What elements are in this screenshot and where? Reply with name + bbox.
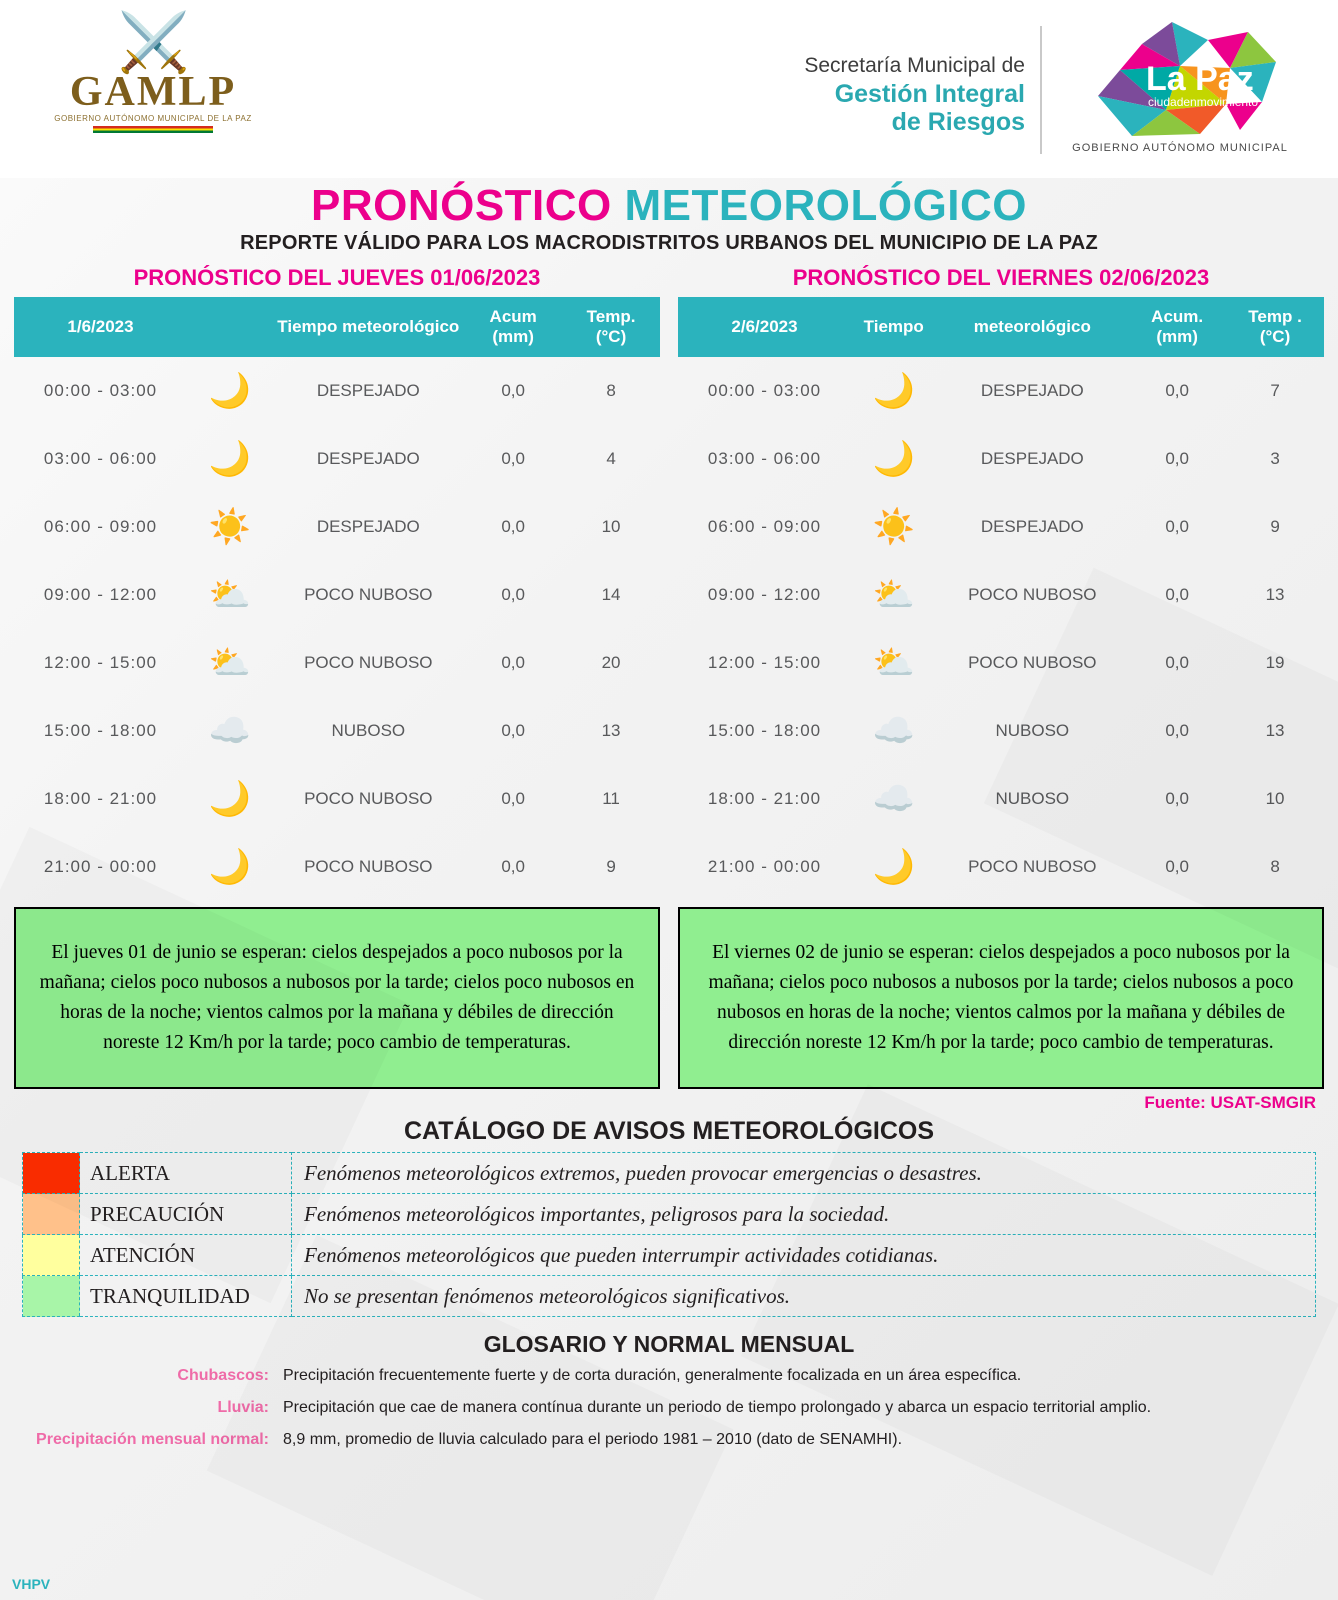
cell-time (14, 561, 187, 629)
time-end: 09:00 (109, 517, 158, 536)
time-end: 06:00 (109, 449, 158, 468)
cell-description: NUBOSO (995, 721, 1070, 740)
time-end: 15:00 (109, 653, 158, 672)
table-row (678, 833, 1324, 901)
page-header (0, 0, 1338, 178)
cell-acum: 0,0 (1165, 517, 1189, 536)
time-start: 18:00 (43, 789, 92, 808)
time-end: 18:00 (773, 721, 822, 740)
header-temp (562, 297, 660, 357)
gamlp-subtitle: GOBIERNO AUTÓNOMO MUNICIPAL DE LA PAZ (54, 114, 252, 123)
cell-temp: 13 (1265, 721, 1285, 740)
table-row (14, 765, 660, 833)
cell-temp: 3 (1270, 449, 1280, 468)
header-acum (1128, 297, 1226, 357)
time-start: 00:00 (707, 381, 756, 400)
time-sep: - (761, 653, 768, 672)
time-sep: - (97, 381, 104, 400)
moon-cloud-icon: 🌙 (208, 848, 251, 886)
table-row (678, 561, 1324, 629)
moon-clear-icon: 🌙 (872, 372, 915, 410)
time-sep: - (97, 517, 104, 536)
catalog-table (22, 1152, 1316, 1317)
cell-temp: 8 (1270, 857, 1280, 876)
sun-cloud-icon: ⛅ (208, 576, 251, 614)
moon-cloud-icon: 🌙 (208, 780, 251, 818)
secretaria-line2: Gestión Integral (834, 80, 1025, 108)
header-temp-unit: (°C) (595, 327, 627, 346)
cell-description: POCO NUBOSO (968, 857, 1097, 876)
cell-temp: 13 (1265, 585, 1285, 604)
time-start: 18:00 (707, 789, 756, 808)
page-subtitle: REPORTE VÁLIDO PARA LOS MACRODISTRITOS URBANOS DEL MUNICIPIO DE LA PAZ (240, 232, 1098, 254)
cell-time (678, 493, 851, 561)
cell-acum: 0,0 (1165, 653, 1189, 672)
forecast-day-friday (678, 265, 1324, 901)
glossary-term: Chubascos: (177, 1367, 269, 1384)
svg-text:La Paz: La Paz (1146, 60, 1254, 98)
table-row (678, 425, 1324, 493)
lapaz-government-label: GOBIERNO AUTÓNOMO MUNICIPAL (1072, 142, 1288, 154)
time-sep: - (97, 653, 104, 672)
table-row (14, 697, 660, 765)
header-acum-label: Acum (489, 307, 537, 326)
cell-description: POCO NUBOSO (968, 653, 1097, 672)
time-start: 12:00 (43, 653, 92, 672)
cell-acum: 0,0 (1165, 857, 1189, 876)
cell-temp: 20 (601, 653, 621, 672)
header-weather-a: Tiempo (851, 297, 936, 357)
table-row (14, 833, 660, 901)
cell-description: POCO NUBOSO (968, 585, 1097, 604)
cell-temp: 10 (601, 517, 621, 536)
moon-clear-icon: 🌙 (208, 440, 251, 478)
table-row (678, 357, 1324, 425)
time-end: 15:00 (773, 653, 822, 672)
header-acum-unit: (mm) (1156, 327, 1198, 346)
status-badge (23, 1276, 80, 1317)
time-start: 00:00 (43, 381, 92, 400)
gamlp-logo (28, 10, 278, 133)
cell-description: DESPEJADO (316, 449, 420, 468)
cell-description: DESPEJADO (980, 381, 1084, 400)
time-sep: - (97, 449, 104, 468)
summary-boxes (0, 907, 1338, 1089)
sun-icon: ☀️ (208, 508, 251, 546)
cell-temp: 4 (606, 449, 616, 468)
header-acum-unit: (mm) (492, 327, 534, 346)
cell-temp: 9 (1270, 517, 1280, 536)
cell-acum: 0,0 (501, 857, 525, 876)
cell-description: POCO NUBOSO (304, 653, 433, 672)
day1-forecast-table (14, 297, 660, 901)
time-sep: - (761, 857, 768, 876)
time-sep: - (97, 721, 104, 740)
time-sep: - (97, 585, 104, 604)
cell-acum: 0,0 (501, 721, 525, 740)
page-title (0, 182, 1338, 230)
cell-time (678, 629, 851, 697)
glossary-term: Precipitación mensual normal: (36, 1431, 269, 1448)
list-item (28, 1396, 1310, 1420)
cell-description: NUBOSO (331, 721, 406, 740)
table-row (14, 629, 660, 697)
list-item (28, 1428, 1310, 1452)
time-end: 00:00 (109, 857, 158, 876)
summary-friday: El viernes 02 de junio se esperan: cielos despejados a poco nubosos por la mañana; cielos poco nubosos a nubosos por la tarde; cielos nubosos a poco nubosos en horas de la noche; vientos calmos por la mañana y débiles de dirección noreste 12 Km/h por la tarde; poco cambio de temperaturas. (678, 907, 1324, 1089)
cell-acum: 0,0 (501, 381, 525, 400)
cell-description: DESPEJADO (316, 381, 420, 400)
summary-thursday: El jueves 01 de junio se esperan: cielos despejados a poco nubosos por la mañana; cielos poco nubosos a nubosos por la tarde; cielos poco nubosos en horas de la noche; vientos calmos por la mañana y débiles de dirección noreste 12 Km/h por la tarde; poco cambio de temperaturas. (14, 907, 660, 1089)
cell-description: POCO NUBOSO (304, 585, 433, 604)
time-start: 21:00 (43, 857, 92, 876)
day2-heading: PRONÓSTICO DEL VIERNES 02/06/2023 (792, 265, 1210, 290)
cell-time (14, 493, 187, 561)
header-icon (187, 297, 272, 357)
cell-temp: 9 (606, 857, 616, 876)
forecast-day-thursday (14, 265, 660, 901)
header-weather-b: meteorológico (936, 297, 1128, 357)
time-end: 06:00 (773, 449, 822, 468)
header-divider (1040, 26, 1042, 154)
time-end: 03:00 (109, 381, 158, 400)
cell-time (678, 765, 851, 833)
glossary-definition: 8,9 mm, promedio de lluvia calculado para el periodo 1981 – 2010 (dato de SENAMHI). (283, 1431, 903, 1448)
table-row (678, 697, 1324, 765)
table-row (14, 561, 660, 629)
glossary-definition: Precipitación frecuentemente fuerte y de corta duración, generalmente focalizada en un área específica. (283, 1367, 1022, 1384)
time-sep: - (761, 381, 768, 400)
time-sep: - (97, 857, 104, 876)
cell-time (678, 561, 851, 629)
cell-acum: 0,0 (501, 653, 525, 672)
time-start: 03:00 (707, 449, 756, 468)
table-header-row (14, 297, 660, 357)
status-badge (23, 1194, 80, 1235)
cell-temp: 19 (1265, 653, 1285, 672)
cell-time (14, 629, 187, 697)
cell-acum: 0,0 (501, 789, 525, 808)
header-temp-unit: (°C) (1259, 327, 1291, 346)
time-start: 06:00 (43, 517, 92, 536)
moon-clear-icon: 🌙 (872, 440, 915, 478)
cell-time (14, 833, 187, 901)
list-item (28, 1364, 1310, 1388)
table-row (678, 629, 1324, 697)
status-badge (23, 1153, 80, 1194)
cell-time (14, 357, 187, 425)
header-acum (464, 297, 562, 357)
coat-of-arms-icon: ⚔️ (117, 10, 189, 75)
cell-description: DESPEJADO (980, 449, 1084, 468)
secretaria-title (735, 52, 1025, 136)
cell-acum: 0,0 (1165, 381, 1189, 400)
cell-description: NUBOSO (995, 789, 1070, 808)
sun-cloud-icon: ⛅ (208, 644, 251, 682)
catalog-description: Fenómenos meteorológicos extremos, pueden provocar emergencias o desastres. (292, 1153, 1316, 1194)
table-header-row (678, 297, 1324, 357)
cell-acum: 0,0 (501, 517, 525, 536)
time-start: 21:00 (707, 857, 756, 876)
cell-time (678, 833, 851, 901)
sun-cloud-icon: ⛅ (872, 576, 915, 614)
table-row (14, 425, 660, 493)
cell-description: POCO NUBOSO (304, 857, 433, 876)
table-row (678, 765, 1324, 833)
cell-time (678, 357, 851, 425)
glossary-title: GLOSARIO Y NORMAL MENSUAL (483, 1331, 855, 1357)
catalog-description: Fenómenos meteorológicos que pueden interrumpir actividades cotidianas. (292, 1235, 1316, 1276)
cell-time (14, 425, 187, 493)
table-row (14, 493, 660, 561)
header-temp (1226, 297, 1324, 357)
cell-acum: 0,0 (1165, 721, 1189, 740)
moon-cloud-icon: 🌙 (872, 848, 915, 886)
table-row (23, 1276, 1316, 1317)
lapaz-polygon-icon (1080, 18, 1280, 146)
time-end: 12:00 (109, 585, 158, 604)
cell-temp: 11 (602, 789, 620, 808)
time-start: 06:00 (707, 517, 756, 536)
time-sep: - (761, 517, 768, 536)
table-row (678, 493, 1324, 561)
title-block (0, 182, 1338, 255)
time-sep: - (761, 789, 768, 808)
cell-temp: 7 (1270, 381, 1280, 400)
header-temp-label: Temp. (586, 307, 636, 326)
cell-acum: 0,0 (1165, 449, 1189, 468)
catalog-title: CATÁLOGO DE AVISOS METEOROLÓGICOS (403, 1117, 935, 1145)
table-row (23, 1194, 1316, 1235)
title-part-meteorologico: METEOROLÓGICO (624, 181, 1028, 230)
time-start: 15:00 (43, 721, 92, 740)
time-end: 21:00 (109, 789, 158, 808)
table-row (23, 1153, 1316, 1194)
cell-time (678, 697, 851, 765)
forecast-columns (0, 265, 1338, 901)
time-start: 09:00 (707, 585, 756, 604)
cell-acum: 0,0 (501, 449, 525, 468)
catalog-level: ALERTA (80, 1153, 292, 1194)
header-date: 2/6/2023 (678, 297, 851, 357)
gamlp-wordmark: GAMLP (69, 69, 237, 115)
status-badge (23, 1235, 80, 1276)
glossary-list (0, 1364, 1338, 1452)
cell-temp: 14 (601, 585, 621, 604)
time-end: 09:00 (773, 517, 822, 536)
day2-forecast-table (678, 297, 1324, 901)
source-label: Fuente: USAT-SMGIR (1144, 1093, 1316, 1112)
cell-description: DESPEJADO (980, 517, 1084, 536)
catalog-level: TRANQUILIDAD (80, 1276, 292, 1317)
cell-description: POCO NUBOSO (304, 789, 433, 808)
time-start: 12:00 (707, 653, 756, 672)
glossary-definition: Precipitación que cae de manera contínua durante un periodo de tiempo prolongado y abarca un espacio territorial amplio. (283, 1399, 1152, 1416)
header-acum-label: Acum. (1151, 307, 1204, 326)
time-sep: - (97, 789, 104, 808)
glossary-term: Lluvia: (217, 1399, 269, 1416)
time-end: 00:00 (773, 857, 822, 876)
cell-acum: 0,0 (501, 585, 525, 604)
time-end: 12:00 (773, 585, 822, 604)
sun-icon: ☀️ (872, 508, 915, 546)
cell-time (14, 697, 187, 765)
time-end: 21:00 (773, 789, 822, 808)
time-start: 15:00 (707, 721, 756, 740)
clouds-icon: ☁️ (208, 712, 251, 750)
day1-heading: PRONÓSTICO DEL JUEVES 01/06/2023 (133, 265, 541, 290)
cell-temp: 13 (601, 721, 621, 740)
table-row (23, 1235, 1316, 1276)
lapaz-logo (1055, 18, 1305, 154)
sun-cloud-icon: ⛅ (872, 644, 915, 682)
time-start: 09:00 (43, 585, 92, 604)
catalog-level: PRECAUCIÓN (80, 1194, 292, 1235)
clouds-icon: ☁️ (872, 712, 915, 750)
catalog-wrapper (0, 1152, 1338, 1317)
cell-description: DESPEJADO (316, 517, 420, 536)
time-sep: - (761, 721, 768, 740)
secretaria-line3: de Riesgos (891, 108, 1025, 136)
title-part-pronostico: PRONÓSTICO (310, 181, 612, 230)
cell-time (678, 425, 851, 493)
header-weather: Tiempo meteorológico (272, 297, 464, 357)
secretaria-line1: Secretaría Municipal de (804, 54, 1025, 77)
cell-temp: 8 (606, 381, 616, 400)
cell-time (14, 765, 187, 833)
time-start: 03:00 (43, 449, 92, 468)
time-end: 03:00 (773, 381, 822, 400)
cell-acum: 0,0 (1165, 789, 1189, 808)
header-temp-label: Temp . (1248, 307, 1302, 326)
moon-clear-icon: 🌙 (208, 372, 251, 410)
table-row (14, 357, 660, 425)
bolivia-flag-icon (93, 126, 213, 133)
header-date: 1/6/2023 (14, 297, 187, 357)
clouds-icon: ☁️ (872, 780, 915, 818)
cell-temp: 10 (1265, 789, 1285, 808)
catalog-description: Fenómenos meteorológicos importantes, peligrosos para la sociedad. (292, 1194, 1316, 1235)
catalog-description: No se presentan fenómenos meteorológicos significativos. (292, 1276, 1316, 1317)
time-end: 18:00 (109, 721, 158, 740)
cell-acum: 0,0 (1165, 585, 1189, 604)
time-sep: - (761, 449, 768, 468)
catalog-level: ATENCIÓN (80, 1235, 292, 1276)
footer-code: VHPV (12, 1576, 51, 1592)
svg-text:ciudadenmovimiento: ciudadenmovimiento (1148, 95, 1259, 109)
time-sep: - (761, 585, 768, 604)
